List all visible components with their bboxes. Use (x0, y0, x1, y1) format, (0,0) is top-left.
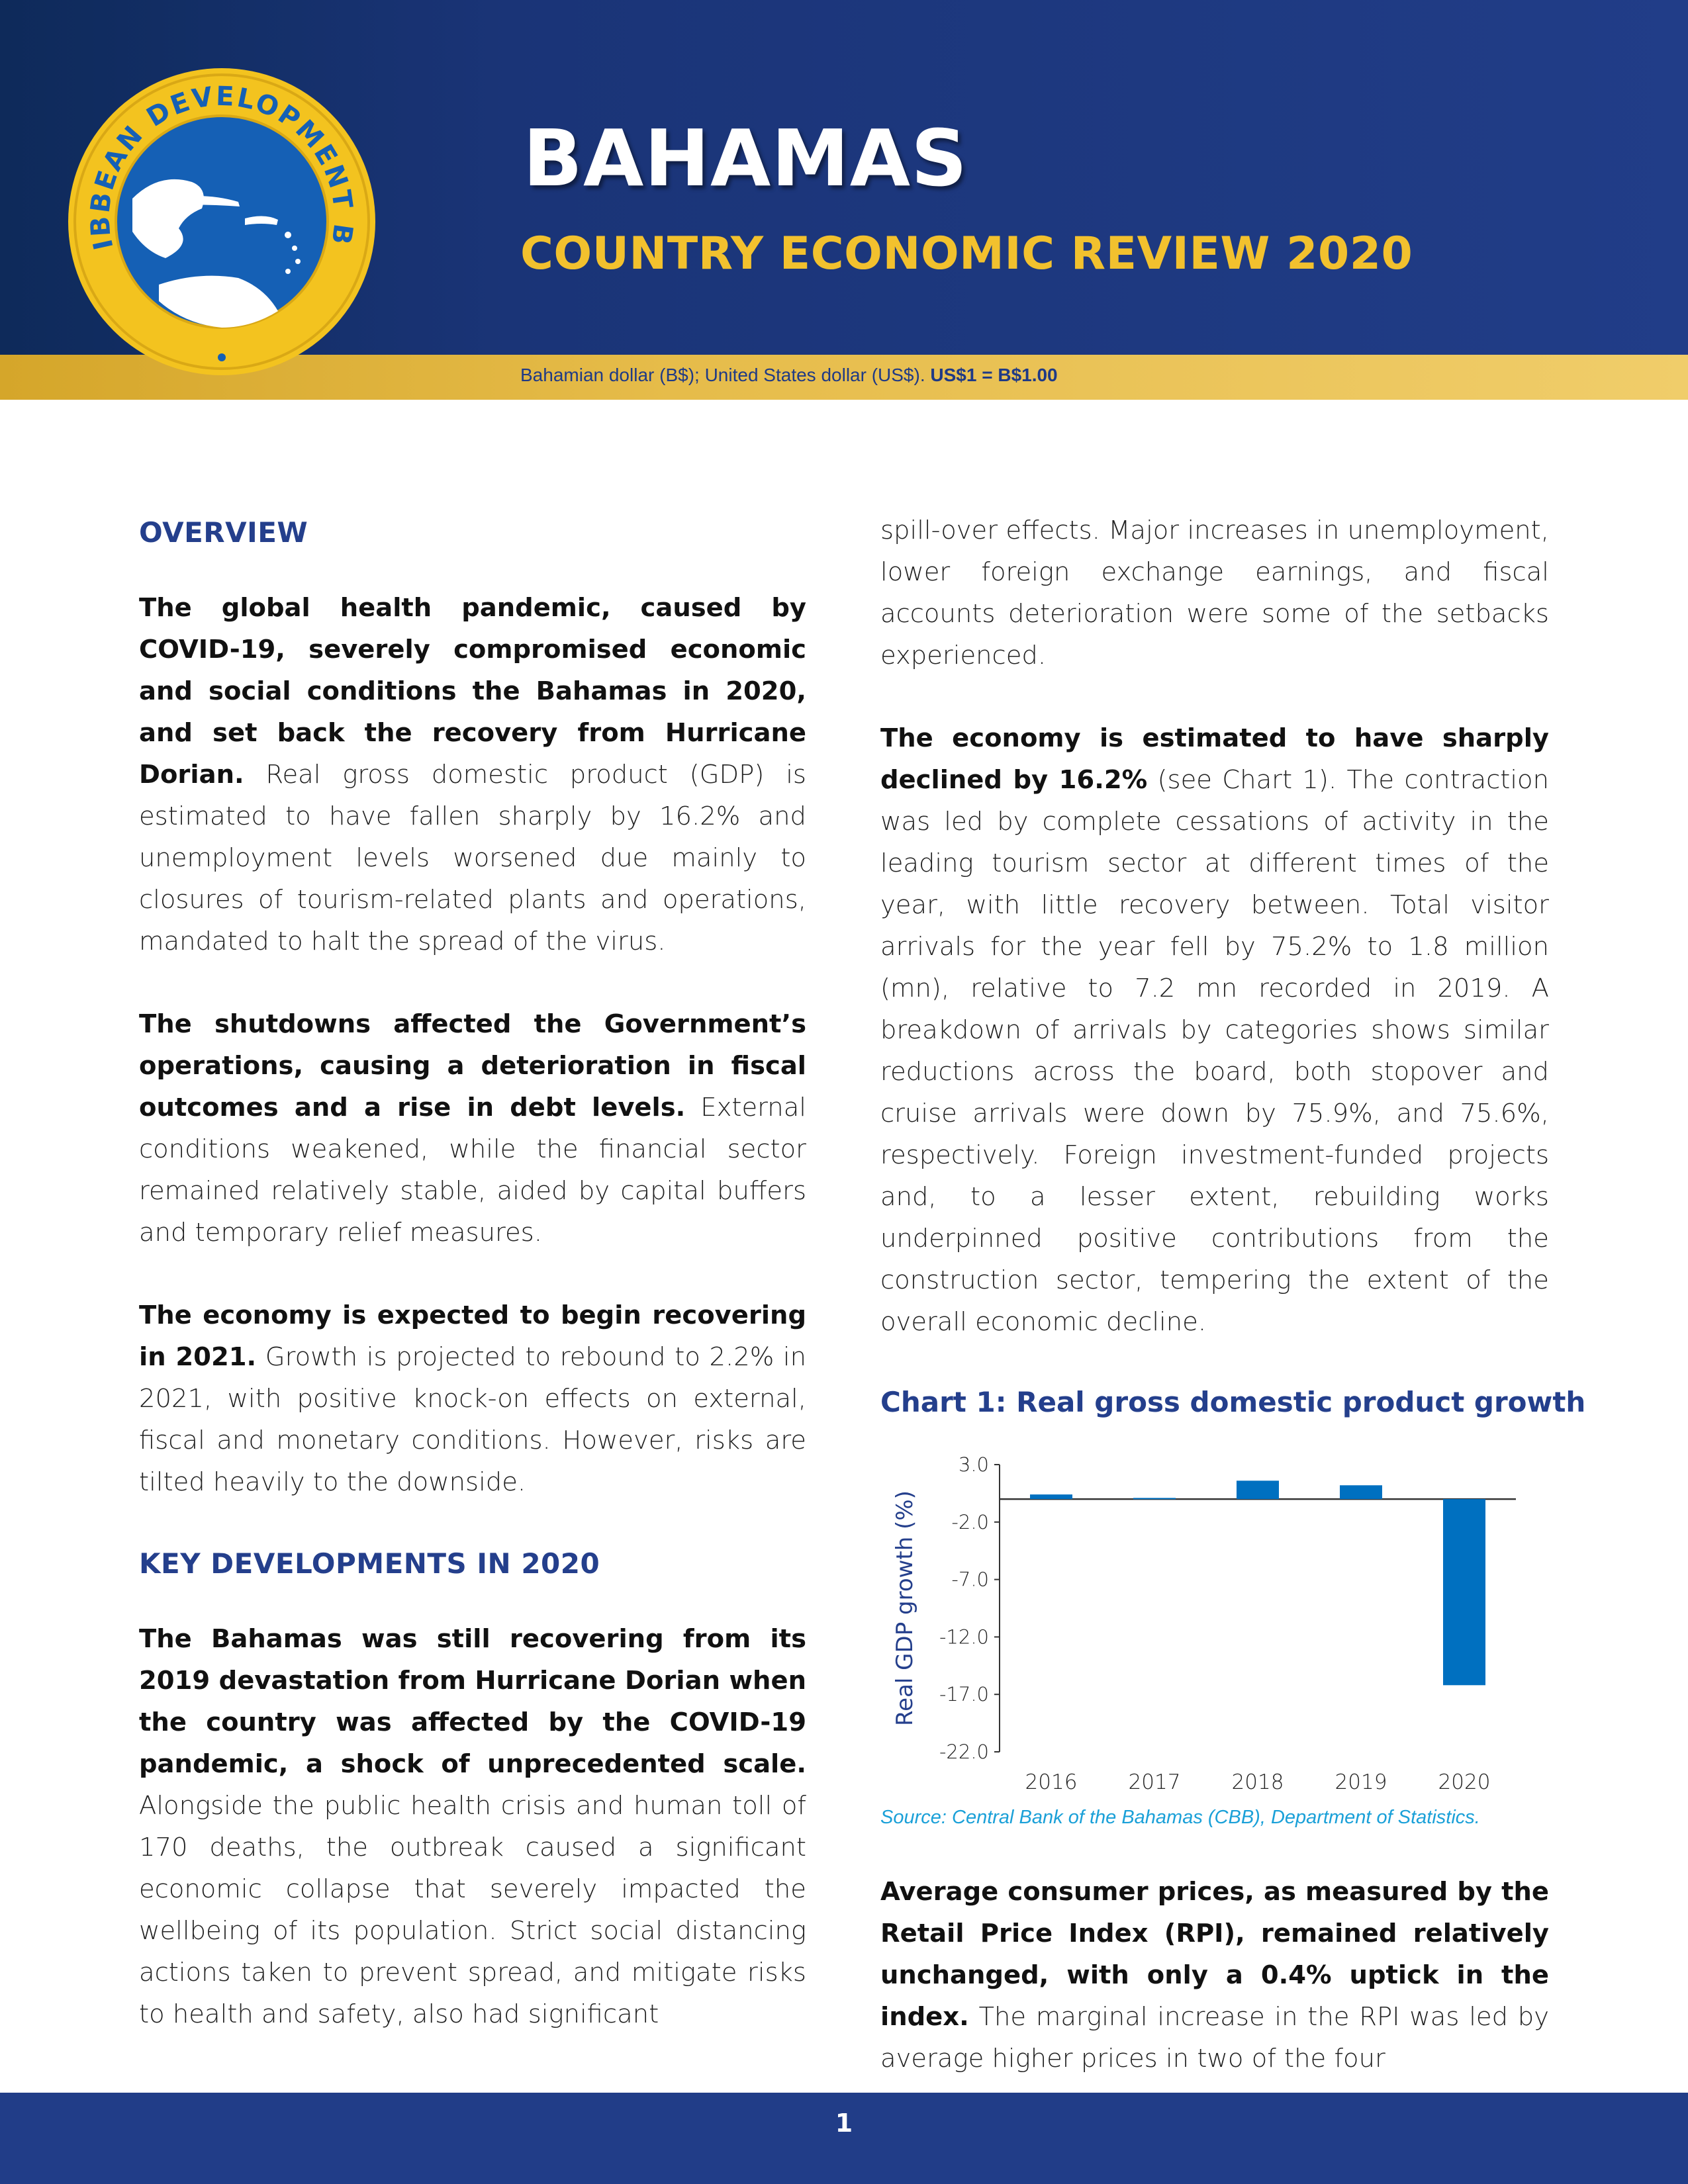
bar-2017 (1133, 1498, 1176, 1499)
y-tick-label: -22.0 (939, 1741, 989, 1763)
x-tick-label: 2020 (1438, 1770, 1491, 1794)
right-column (880, 510, 1586, 2120)
page-title: BAHAMAS (523, 113, 968, 204)
page-number: 1 (835, 2109, 853, 2138)
paragraph-overview-1: The global health pandemic, caused by COVID-19, severely compromised economic and social conditions the Bahamas in 2020, and set back the recovery from Hurricane Dorian. Real gross domestic product (GDP) is estimated to have fallen sharply by 16.2% and unemployment levels worsened due mainly to closures of tourism-related plants and operations, mandated to halt the spread of the virus. (139, 593, 806, 956)
y-tick-label: -2.0 (951, 1510, 989, 1533)
page-subtitle: COUNTRY ECONOMIC REVIEW 2020 (520, 228, 1413, 280)
paragraph-continued: spill-over effects. Major increases in unemployment, lower foreign exchange earnings, and fiscal accounts deterioration were some of the setbacks experienced. (880, 516, 1549, 670)
paragraph-key-1: The Bahamas was still recovering from its 2019 devastation from Hurricane Dorian when the country was affected by the COVID-19 pandemic, a shock of unprecedented scale. Alongside the public health crisis and human toll of 170 deaths, the outbreak caused a significant economic collapse that severely impacted the wellbeing of its population. Strict social distancing actions taken to prevent spread, and mitigate risks to health and safety, also had significant (139, 1624, 806, 2029)
left-column (139, 513, 806, 2076)
gdp-growth-chart (880, 1421, 1549, 1805)
footer-bar (0, 2093, 1688, 2184)
paragraph-consumer-prices: Average consumer prices, as measured by the Retail Price Index (RPI), remained relatively unchanged, with only a 0.4% uptick in the index. The marginal increase in the RPI was led by average higher prices in two of the four (880, 1877, 1549, 2073)
y-tick-label: -17.0 (939, 1683, 989, 1706)
paragraph-overview-3: The economy is expected to begin recovering in 2021. Growth is projected to rebound to 2.2% in 2021, with positive knock-on effects on external, fiscal and monetary conditions. However, risks are tilted heavily to the downside. (139, 1300, 807, 1497)
currency-note: Bahamian dollar (B$); United States dollar (US$). US$1 = B$1.00 (520, 365, 1058, 385)
chart-source: Source: Central Bank of the Bahamas (CBB), Department of Statistics. (880, 1807, 1480, 1828)
bar-2019 (1340, 1485, 1382, 1499)
paragraph-overview-2: The shutdowns affected the Government’s operations, causing a deterioration in fiscal outcomes and a rise in debt levels. External conditions weakened, while the financial sector remained relatively stable, aided by capital buffers and temporary relief measures. (139, 1009, 806, 1248)
overview-heading: OVERVIEW (139, 516, 308, 549)
y-tick-label: -12.0 (939, 1625, 989, 1649)
caribbean-map-logo-icon (66, 66, 377, 377)
x-tick-label: 2019 (1335, 1770, 1387, 1794)
x-tick-label: 2017 (1128, 1770, 1181, 1794)
chart-container (880, 1421, 1549, 1805)
x-tick-label: 2018 (1231, 1770, 1284, 1794)
svg-text:CARIBBEAN DEVELOPMENT BANK: IBBEAN DEVELOPMENT B (85, 81, 359, 253)
chart-title: Chart 1: Real gross domestic product growth (880, 1386, 1586, 1418)
paragraph-economy-decline: The economy is estimated to have sharply declined by 16.2% (see Chart 1). The contraction was led by complete cessations of activity in the leading tourism sector at different times of the year, with little recovery between. Total visitor arrivals for the year fell by 75.2% to 1.8 million (mn), relative to 7.2 mn recorded in 2019. A breakdown of arrivals by categories shows similar reductions across the board, both stopover and cruise arrivals were down by 75.9%, and 75.6%, respectively. Foreign investment-funded projects and, to a lesser extent, rebuilding works underpinned positive contributions from the construction sector, tempering the extent of the overall economic decline. (880, 723, 1549, 1337)
bar-2018 (1237, 1480, 1279, 1499)
bar-2016 (1030, 1494, 1072, 1499)
key-developments-heading: KEY DEVELOPMENTS IN 2020 (139, 1547, 600, 1580)
x-tick-label: 2016 (1025, 1770, 1078, 1794)
exchange-rate: US$1 = B$1.00 (930, 365, 1058, 385)
y-tick-label: -7.0 (951, 1568, 989, 1591)
bar-2020 (1443, 1499, 1485, 1685)
y-tick-label: 3.0 (958, 1453, 989, 1476)
y-axis-label: Real GDP growth (%) (892, 1490, 918, 1726)
caribbean-development-bank-logo (66, 66, 377, 377)
